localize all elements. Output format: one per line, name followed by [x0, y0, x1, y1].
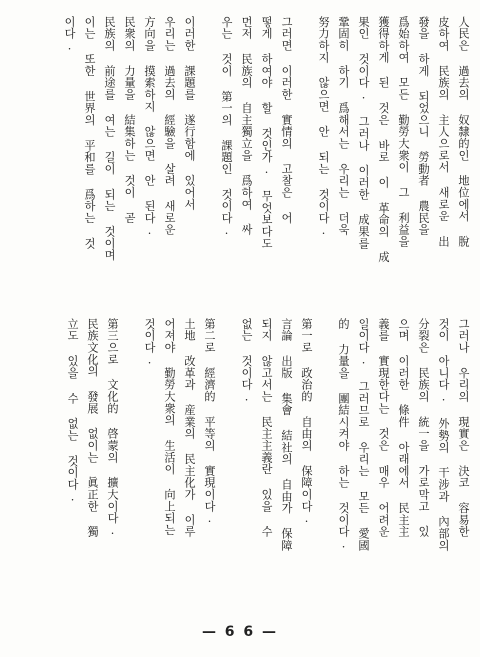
- text-column: 民族文化의 發展 없이는 眞正한 獨: [86, 318, 99, 538]
- text-column: 이러한 課題를 遂行함에 있어서: [183, 16, 196, 211]
- text-column: 으며 이러한 條件 아래에서 民主主: [397, 318, 410, 538]
- text-column: 皮하여 民族의 主人으로서 새로운 出: [437, 16, 450, 248]
- text-column: 第一로 政治的 自由의 保障이다.: [300, 318, 313, 526]
- text-column: 이는 또한 世界의 平和를 爲하는 것: [83, 16, 96, 250]
- text-column: [318, 318, 332, 614]
- text-column: 分裂은 民族의 統一을 가로막고 있: [417, 318, 430, 538]
- text-column: 第二로 經濟的 平等의 實現이다.: [203, 318, 216, 526]
- text-column: 떻게 하여야 할 것인가. 무엇보다도: [260, 16, 273, 250]
- text-column: 努力하지 않으면 안 되는 것이다.: [317, 16, 330, 238]
- text-column: 方向을 摸索하지 않으면 안 된다.: [143, 16, 156, 238]
- text-column: 發을 하게 되었으니 勞動者 農民을: [417, 16, 430, 236]
- text-column: 것이다.: [143, 318, 156, 367]
- text-column: 立도 있을 수 없는 것이다.: [66, 318, 79, 504]
- text-column: 獲得하게 된 것은 바로 이 革命의 成: [377, 16, 390, 263]
- text-column: 일이다. 그러므로 우리는 모든 愛國: [357, 318, 370, 552]
- text-column: 없는 것이다.: [240, 318, 253, 405]
- text-column: 우리는 過去의 經驗을 살려 새로운: [163, 16, 176, 236]
- text-column: 鞏固히 하기 爲해서는 우리는 더욱: [337, 16, 350, 236]
- text-column: 民衆의 力量을 結集하는 것이 곧: [123, 16, 136, 224]
- text-column: 이다.: [63, 16, 76, 54]
- text-column: 第三으로 文化的 啓蒙의 擴大이다.: [106, 318, 119, 538]
- text-column: 그러나 우리의 現實은 決코 容易한: [457, 318, 470, 538]
- upper-text-block: [40, 16, 472, 308]
- text-column: 言論 出版 集會 結社의 自由가 保障: [280, 318, 293, 552]
- text-column: 먼저 民族의 自主獨立을 爲하여 싸: [240, 16, 253, 236]
- text-column: [221, 318, 235, 614]
- text-column: 그러면 이러한 實情의 고찰은 어: [280, 16, 293, 224]
- page-number: — 6 6 —: [201, 624, 279, 640]
- text-column: [201, 16, 215, 308]
- text-column: 것이 아니다. 外勢의 干涉과 內部의: [437, 318, 450, 552]
- text-column: 的 力量을 團結시켜야 하는 것이다.: [337, 318, 350, 552]
- text-column: 土地 改革과 産業의 民主化가 이루: [183, 318, 196, 538]
- text-column: 義를 實現한다는 것은 매우 어려운: [377, 318, 390, 538]
- text-column: 果인 것이다. 그러나 이러한 成果를: [357, 16, 370, 250]
- text-column: 民族의 前途를 여는 길이 되는 것이며: [103, 16, 116, 261]
- text-column: 爲始하여 모든 勤勞大衆이 그 利益을: [397, 16, 410, 248]
- text-column: 우는 것이 第一의 課題인 것이다.: [220, 16, 233, 238]
- lower-text-block: [40, 318, 472, 614]
- text-column: [124, 318, 138, 614]
- text-column: [298, 16, 312, 308]
- text-column: 人民은 過去의 奴隸的인 地位에서 脫: [457, 16, 470, 248]
- text-column: 되지 않고서는 民主主義란 있을 수: [260, 318, 273, 538]
- text-column: 어져야 勤勞大衆의 生活이 向上되는: [163, 318, 176, 536]
